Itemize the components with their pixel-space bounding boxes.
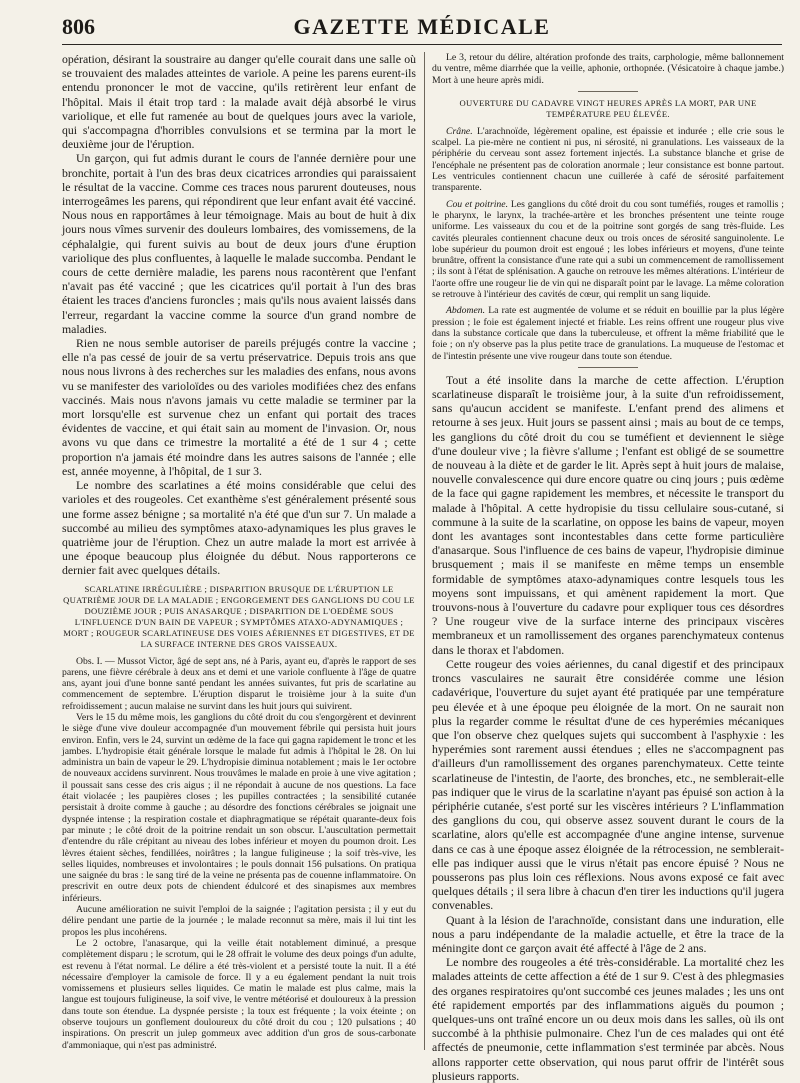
section-text: Les ganglions du côté droit du cou sont tuméfiés, rouges et ramollis ; le pharynx, le larynx, la trachée-artère et les bronches présentent une teinte rouge uniforme. Les vaisseaux du cou et de la poitrine sont gorgés de sang très-fluide. Les cavités pleurales contiennent chacune deux ou trois onces de sérosité sanguinolente. Le lobe supérieur du poumon droit est engoué ; les lobes inférieurs et moyens, d'une teinte brunâtre, offrent la consistance d'une rate qui a subi un commencement de ramollissement ; ils sont à l'état de splénisation. A gauche on retrouve les mêmes altérations. L'intérieur de l'aorte offre une rougeur lie de vin qui ne disparaît point par le lavage. La même coloration se retrouve à l'intérieur des cavités de cœur, qui remplit un sang liquide. bbox=[432, 198, 785, 301]
observation-paragraph: Le 3, retour du délire, altération profonde des traits, carphologie, même ballonnement du ventre, même diarrhée que la veille, aphonie, orthopnée. (Vésicatoire à chaque jambe.) Mort à une heure après midi. bbox=[432, 52, 784, 86]
observation-paragraph: Le 2 octobre, l'anasarque, qui la veille était notablement diminué, a presque complètement disparu ; le scrotum, qui le 28 offrait le volume des deux poings d'un adulte, est revenu à l'état normal. Le délire a été très-violent et a persisté toute la nuit. Il a été nécessaire d'employer la camisole de force. Il y a eu également pendant la nuit trois vomissemens et plusieurs selles liquides. Ce matin le malade est plus calme, mais la langue est toujours fuligineuse, la soif vive, le ventre météorisé et douloureux à la pression dans toute son étendue. La dyspnée persiste ; la toux est fréquente ; la voix éteinte ; on observe toujours un gonflement douloureux du côté droit du cou ; 120 pulsations ; 40 inspirations. On prescrit un julep gommeux avec addition d'un gros de sous-carbonate d'ammoniaque, qui n'est pas administré. bbox=[62, 937, 416, 1051]
observation-paragraph: Aucune amélioration ne suivit l'emploi de la saignée ; l'agitation persista ; il y eut du délire pendant une partie de la journée ; le malade reconnut sa mère, mais il lui tint les propos les plus incohérens. bbox=[62, 904, 416, 938]
observation-paragraph: Vers le 15 du même mois, les ganglions du côté droit du cou s'engorgèrent et devinrent le siège d'une vive douleur accompagnée d'un mouvement fébrile qui persista huit jours environ. Enfin, vers le 24, survint un œdème de la face qui gagna rapidement le tronc et les jambes. L'hydropisie était générale lorsque le malade fut admis à l'hôpital le 28. On lui administra un bain de vapeur le 29. L'hydropisie diminua notablement ; mais le 1er octobre de nouveaux accidens survinrent. Nous trouvâmes le malade en proie à une vive agitation ; il poussait sans cesse des cris aigus ; il ne répondait à aucune de nos questions. La face était violacée ; les paupières closes ; les pupilles contractées ; la sensibilité cutanée persistait à droite comme à gauche ; au désordre des fonctions cérébrales se joignait une dyspnée intense ; la respiration costale et diaphragmatique se répétait quarante-deux fois par minute ; le côté droit de la poitrine rendait un son obscur. L'auscultation permettait d'entendre du râle crépitant au niveau des lobes inférieur et moyen du poumon droit. Les lèvres étaient sèches, fendillées, noirâtres ; la langue fuligineuse ; la soif très-vive, les selles liquides, nombreuses et involontaires ; le pouls donnait 156 pulsations. On pratiqua une saignée du bras : le sang tiré de la veine ne présenta pas de couenne inflammatoire. On prescrivit en outre deux pots de chiendent édulcoré et des sinapismes aux membres inférieurs. bbox=[62, 712, 416, 904]
autopsy-section-cou bbox=[432, 199, 784, 301]
autopsy-section-crane bbox=[432, 126, 784, 194]
autopsy-heading: OUVERTURE DU CADAVRE VINGT HEURES APRÈS LA MORT, PAR UNE TEMPÉRATURE PEU ÉLEVÉE. bbox=[459, 97, 757, 119]
separator bbox=[578, 367, 638, 368]
autopsy-section-abdomen bbox=[432, 305, 784, 361]
section-label: Abdomen. bbox=[446, 305, 486, 317]
section-text: La rate est augmentée de volume et se réduit en bouillie par la plus légère pression ; le foie est également injecté et friable. Les reins offrent une rougeur plus vive dans la substance corticale que dans la tuberculeuse, et offrent la même friabilité que le foie ; on n'y observe pas la plus petite trace de granulations. La muqueuse de l'estomac et de l'intestin présente une vive rougeur dans toute son étendue. bbox=[432, 305, 784, 362]
journal-title: GAZETTE MÉDICALE bbox=[293, 14, 551, 39]
paragraph: Rien ne nous semble autoriser de pareils préjugés contre la vaccine ; elle n'a pas cessé de jouir de sa vertu préservatrice. Depuis trois ans que nous nous livrons à des recherches sur les maladies des enfans, nous avons vu se manifester des varioloïdes ou des varioles modifiées chez des enfans vaccinés. Mais nous n'avons jamais vu cette maladie se terminer par la mort lorsqu'elle est survenue chez un enfant qui portait des traces évidentes de vaccine, et qui était sain au moment de l'invasion. Or, nous avons vu que dans ce trimestre la mortalité a été de 1 sur 4 ; cette proportion n'a jamais été moindre dans les autres saisons de l'année ; elle est, année moyenne, à l'hôpital, de 1 sur 3. bbox=[62, 336, 416, 478]
observation-paragraph: Obs. I. — Mussot Victor, âgé de sept ans, né à Paris, ayant eu, d'après le rapport de ses parens, une fièvre cérébrale à deux ans et demi et une variole confluente à l'âge de quatre ans, ayant joui d'une bonne santé pendant les années suivantes, fut pris de scarlatine au commencement de septembre. L'éruption disparut le troisième jour à la suite d'un refroidissement ; aucun malaise ne survint dans les huit jours qui suivirent. bbox=[62, 655, 416, 712]
right-column bbox=[432, 52, 785, 1083]
paragraph: Tout a été insolite dans la marche de cette affection. L'éruption scarlatineuse disparaît le troisième jour, à la suite d'un refroidissement, sans qu'aucun accident se manifeste. L'enfant prend des alimens et retourne à ses jeux. Huit jours se passent ainsi ; mais au bout de ce temps, les ganglions du côté droit du cou se tuméfient et deviennent le siège d'une douleur vive ; la fièvre s'allume ; l'enfant est obligé de se soumettre de nouveau à la diète et de garder le lit. Après sept à huit jours de malaise, nouvelle convalescence qui dure encore quatre ou cinq jours ; puis œdème de la face qui gagne rapidement les membres, et nécessite le transport du malade à l'hôpital. A cette hydropisie du tissu cellulaire sous-cutané, si commune à la suite de la scarlatine, on oppose les bains de vapeur, moyen dont les avantages sont incontestables dans cette forme particulière d'anasarque. Sous l'influence de ces bains de vapeur, l'hydropisie diminue brusquement ; mais il se manifeste en même temps un ensemble formidable de symptômes ataxo-adynamiques contre lesquels tous les moyens sont impuissans, et qui amènent rapidement la mort. Que trouvons-nous à l'ouverture du cadavre pour expliquer tous ces désordres ? Une rougeur vive de la surface interne des principaux viscères membraneux et un ramollissement des organes parenchymateux contenus dans le thorax et l'abdomen. bbox=[432, 372, 784, 657]
column-divider bbox=[424, 52, 425, 1050]
section-text: L'arachnoïde, légèrement opaline, est épaissie et indurée ; elle crie sous le scalpel. La pie-mère ne contient ni pus, ni sérosité, ni granulations. Les vaisseaux de la périphérie du cerveau sont assez fortement injectés. La substance blanche et grise de l'encéphale ne présentent pas de coloration anormale ; leur consistance est bonne partout. Les ventricules contiennent chacun une cuillerée à café de sérosité parfaitement transparente. bbox=[432, 125, 784, 194]
section-label: Cou et poitrine. bbox=[446, 198, 508, 210]
paragraph: opération, désirant la soustraire au danger qu'elle courait dans une salle où se trouvaient des malades atteintes de variole. A peine les parens eurent-ils entendu prononcer le mot de vaccine, qu'ils retirèrent leur enfant de l'hôpital. Mais il était trop tard : la malade avait déjà absorbé le virus variolique, et elle fut ramenée au bout de quelques jours avec la variole, qui s'accompagna d'horribles convulsions et se termina par la mort le deuxième jour de l'éruption. bbox=[62, 52, 416, 152]
case-heading: SCARLATINE IRRÉGULIÈRE ; DISPARITION BRUSQUE DE L'ÉRUPTION LE QUATRIÈME JOUR DE LA MALADIE ; ENGORGEMENT DES GANGLIONS DU COU LE DOUZIÈME JOUR ; PUIS ANASARQUE ; DISPARITION DE L'OEDÈME SOUS L'INFLUENCE D'UN BAIN DE VAPEUR ; SYMPTÔMES ATAXO-ADYNAMIQUES ; MORT ; ROUGEUR SCARLATINEUSE DES VOIES AÉRIENNES ET DIGESTIVES, ET DE LA SURFACE INTERNE DES GROS VAISSEAUX. bbox=[63, 583, 415, 649]
page-header bbox=[62, 14, 782, 45]
paragraph: Un garçon, qui fut admis durant le cours de l'année dernière pour une bronchite, portait à l'un des bras deux cicatrices arrondies qui paraissaient le résultat de la vaccine. Comme ces traces nous parurent douteuses, nous interrogeâmes les parens, qui répondirent que leur enfant avait été vacciné. Nous nous en rapportâmes à leur témoignage. Mais au bout de huit à dix jours nous vîmes survenir des douleurs lombaires, des vomissemens, de la céphalalgie, qui furent suivis au bout de deux jours d'une éruption variolique des plus confluentes, à laquelle le malade succomba. Pendant le cours de cette dernière maladie, les parens nous racontèrent que l'enfant n'avait pas été vacciné ; que les cicatrices qu'il portait à l'un des bras étaient les traces d'anciens furoncles ; mais qu'ils nous avaient laissés dans l'erreur, regardant la vaccine comme la source d'un grand nombre de maladies. bbox=[62, 151, 416, 336]
paragraph: Le nombre des rougeoles a été très-considérable. La mortalité chez les malades atteints de cette affection a été de 1 sur 9. C'est à des phlegmasies des organes respiratoires qu'ont succombé ces jeunes malades ; les uns ont été rapidement emportés par des inflammations aiguës du poumon ; quelques-uns ont traîné encore un ou deux mois dans les salles, où ils ont succombé à la phthisie pulmonaire. Chez l'un de ces malades qui ont été affectés de pneumonie, cette inflammation s'est terminée par abcès. Nous allons rapporter cette observation, qui nous parut offrir de l'intérêt sous plusieurs rapports. bbox=[432, 955, 784, 1083]
left-column bbox=[62, 52, 416, 1050]
separator bbox=[578, 91, 638, 92]
paragraph: Le nombre des scarlatines a été moins considérable que celui des varioles et des rougeoles. Cet exanthème s'est généralement présenté sous une forme assez bénigne ; sa mortalité n'a été que d'un sur 7. Un malade a succombé au milieu des symptômes ataxo-adynamiques les plus graves le quatrième jour de l'éruption. Chez un autre malade la mort est arrivée à une époque beaucoup plus éloignée du début. Nous rapporterons ce dernier fait avec quelques détails. bbox=[62, 478, 416, 578]
paragraph: Cette rougeur des voies aériennes, du canal digestif et des principaux troncs vasculaires ne saurait être considérée comme une lésion cadavérique, l'ouverture du sujet ayant été pratiquée par une température peu élevée et à une époque peu éloignée de la mort. On ne saurait non plus la regarder comme le résultat d'une de ces hyperémies mécaniques que l'on observe chez quelques sujets qui succombent à l'asphyxie : les hyperémies sont rarement aussi étendues ; elles ne s'accompagnent pas d'ailleurs d'un ramollissement des organes parenchymateux. Cette teinte scarlatineuse de l'intestin, de l'aorte, des bronches, etc., ne semblerait-elle pas indiquer que le virus de la scarlatine n'ayant pas épuisé son action à la périphérie cutanée, s'est porté sur les viscères intérieurs ? L'inflammation des ganglions du cou, qui observe assez souvent durant le cours de la scarlatine, alors qu'elle est accompagnée d'une angine intense, survenue dans ce cas à une époque assez éloignée de la rétrocession, ne semblerait-elle pas indiquer aussi que le virus n'était pas encore épuisé ? Nous ne pousserons pas plus loin ces réflexions. Nous avons exposé ce fait avec quelques détails ; il sera libre à chacun d'en tirer les inductions qu'il jugera convenables. bbox=[432, 656, 784, 913]
paragraph: Quant à la lésion de l'arachnoïde, consistant dans une induration, elle nous a paru indépendante de la maladie actuelle, et être la trace de la méningite dont ce garçon avait été affecté à l'âge de 2 ans. bbox=[432, 912, 784, 955]
section-label: Crâne. bbox=[446, 125, 473, 137]
page-number: 806 bbox=[62, 14, 95, 39]
